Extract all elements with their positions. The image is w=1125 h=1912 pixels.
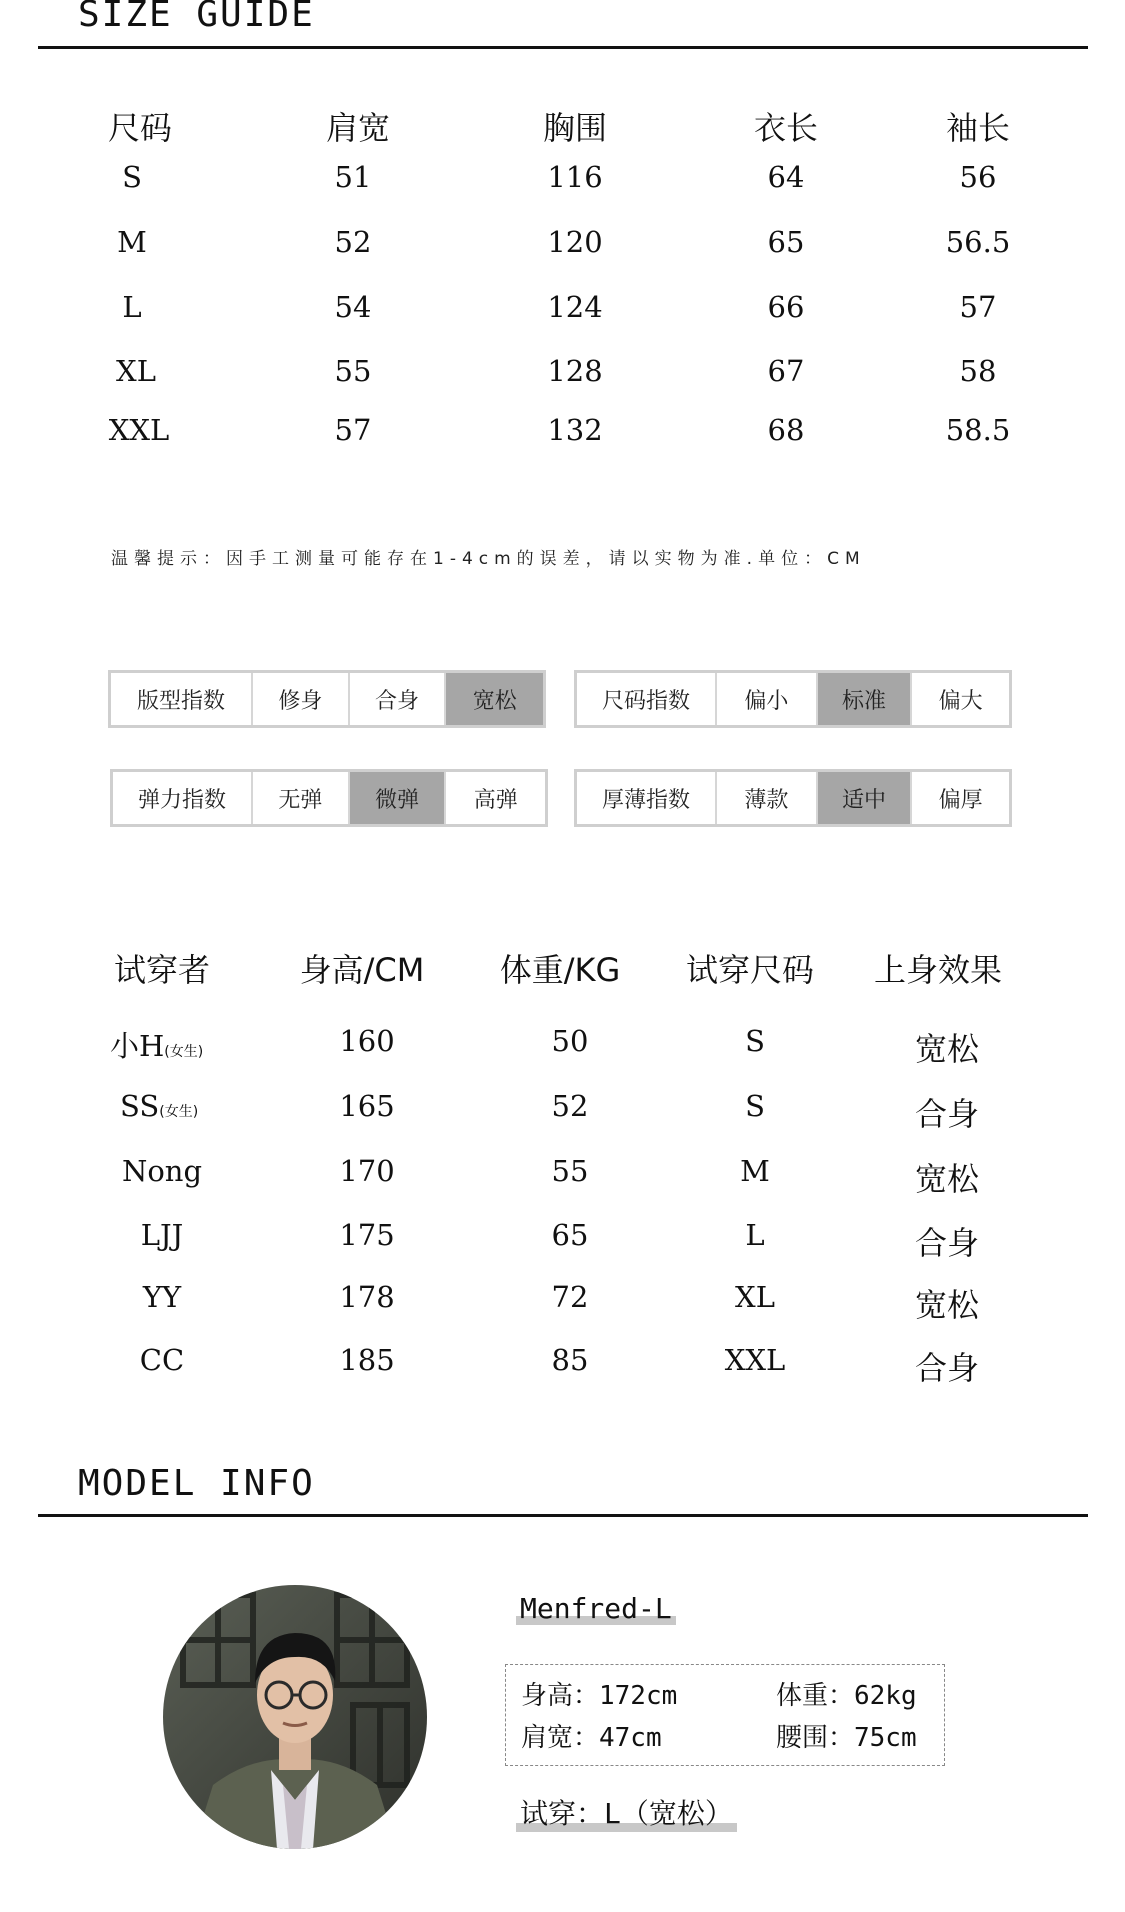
size-index-label: 尺码指数: [577, 673, 717, 725]
sleeve-cell: 56.5: [945, 225, 1011, 259]
tryon-effect: 宽松: [914, 1160, 979, 1198]
model-waist: 腰围：75cm: [776, 1723, 917, 1753]
tryon-size: XXL: [724, 1343, 786, 1377]
shoulder-cell: 51: [334, 160, 372, 194]
fit-option-regular: 合身: [350, 673, 447, 725]
shoulder-cell: 54: [334, 290, 372, 324]
size-header-size: 尺码: [107, 109, 172, 147]
tryon-height: 165: [339, 1089, 395, 1123]
tryon-height: 178: [339, 1280, 395, 1314]
tryon-person: [92, 1218, 232, 1252]
model-photo-icon: [163, 1585, 427, 1849]
size-option-large: 偏大: [938, 688, 983, 714]
fit-option-loose: 宽松: [446, 673, 543, 725]
tryon-effect: 合身: [914, 1349, 979, 1387]
shoulder-cell: 52: [334, 225, 372, 259]
tryon-size: L: [745, 1218, 765, 1252]
measurement-note: 温馨提示：因手工测量可能存在1-4cm的误差，请以实物为准.单位：CM: [111, 549, 866, 569]
tryon-person-name: Nong: [121, 1154, 203, 1188]
size-index: [574, 670, 1012, 728]
tryon-person-name: YY: [142, 1280, 182, 1314]
size-cell: M: [117, 225, 147, 259]
sleeve-cell: 58.5: [945, 413, 1011, 447]
size-cell: L: [122, 290, 142, 324]
model-name-text: Menfred-L: [516, 1592, 676, 1625]
size-cell: S: [122, 160, 142, 194]
tryon-header-weight: 体重/KG: [499, 951, 621, 989]
stretch-index: [110, 769, 548, 827]
tryon-height: 160: [339, 1024, 395, 1058]
model-tried-size-text: 试穿：L（宽松）: [516, 1792, 737, 1832]
model-height: 身高：172cm: [521, 1681, 678, 1711]
tryon-header-effect: 上身效果: [873, 951, 1002, 989]
model-info-title: MODEL INFO: [78, 1463, 315, 1504]
length-cell: 64: [767, 160, 805, 194]
stretch-option-slight: 微弹: [350, 772, 447, 824]
tryon-size: S: [745, 1024, 765, 1058]
size-option-small: 偏小: [717, 673, 818, 725]
size-cell: XL: [116, 354, 156, 388]
tryon-weight: 65: [551, 1218, 589, 1252]
size-cell: XXL: [108, 413, 170, 447]
tryon-height: 185: [339, 1343, 395, 1377]
tryon-size: M: [740, 1154, 770, 1188]
tryon-effect: 合身: [914, 1224, 979, 1262]
fit-index-label: 版型指数: [111, 673, 253, 725]
chest-cell: 124: [547, 290, 603, 324]
shoulder-cell: 55: [334, 354, 372, 388]
chest-cell: 116: [547, 160, 603, 194]
tryon-weight: 72: [551, 1280, 589, 1314]
tryon-height: 170: [339, 1154, 395, 1188]
thickness-index: [574, 769, 1012, 827]
thickness-index-label: 厚薄指数: [577, 772, 717, 824]
chest-cell: 120: [547, 225, 603, 259]
shoulder-cell: 57: [334, 413, 372, 447]
stretch-option-high: 高弹: [473, 787, 518, 813]
tryon-person: [120, 1089, 198, 1123]
thickness-option-medium: 适中: [818, 772, 913, 824]
tryon-effect: 合身: [914, 1095, 979, 1133]
model-tried-size: [516, 1792, 737, 1832]
tryon-header-person: 试穿者: [113, 951, 210, 989]
model-avatar: [163, 1585, 427, 1849]
tryon-person-name: CC: [139, 1343, 185, 1377]
length-cell: 67: [767, 354, 805, 388]
length-cell: 65: [767, 225, 805, 259]
size-header-shoulder: 肩宽: [325, 109, 390, 147]
tryon-person-name: SS: [120, 1089, 160, 1123]
tryon-header-height: 身高/CM: [299, 951, 425, 989]
stretch-index-label: 弹力指数: [113, 772, 253, 824]
tryon-effect: 宽松: [914, 1286, 979, 1324]
size-guide-title: SIZE GUIDE: [78, 0, 315, 35]
fit-index: [108, 670, 546, 728]
thickness-option-thin: 薄款: [717, 772, 818, 824]
tryon-weight: 55: [551, 1154, 589, 1188]
tryon-weight: 50: [551, 1024, 589, 1058]
chest-cell: 132: [547, 413, 603, 447]
size-header-length: 衣长: [753, 109, 818, 147]
model-name: [516, 1592, 676, 1625]
length-cell: 66: [767, 290, 805, 324]
tryon-header-size: 试穿尺码: [685, 951, 814, 989]
model-measurements-box: [505, 1664, 945, 1766]
sleeve-cell: 57: [959, 290, 997, 324]
tryon-person: [92, 1154, 232, 1188]
size-header-chest: 胸围: [542, 109, 607, 147]
sleeve-cell: 58: [959, 354, 997, 388]
tryon-size: S: [745, 1089, 765, 1123]
tryon-weight: 52: [551, 1089, 589, 1123]
tryon-person-tag: (女生): [164, 1044, 204, 1060]
length-cell: 68: [767, 413, 805, 447]
chest-cell: 128: [547, 354, 603, 388]
tryon-height: 175: [339, 1218, 395, 1252]
tryon-size: XL: [735, 1280, 775, 1314]
tryon-person-name: LJJ: [140, 1218, 184, 1252]
fit-option-slim: 修身: [253, 673, 350, 725]
thickness-option-thick: 偏厚: [938, 787, 983, 813]
tryon-person-tag: (女生): [159, 1104, 199, 1120]
tryon-effect: 宽松: [914, 1030, 979, 1068]
tryon-weight: 85: [551, 1343, 589, 1377]
sleeve-cell: 56: [959, 160, 997, 194]
size-header-sleeve: 袖长: [945, 109, 1010, 147]
stretch-option-none: 无弹: [253, 772, 350, 824]
model-shoulder: 肩宽：47cm: [521, 1723, 662, 1753]
tryon-person-name: 小H: [110, 1029, 165, 1063]
model-weight: 体重：62kg: [776, 1681, 917, 1711]
tryon-person: [92, 1343, 232, 1377]
size-guide-rule: [38, 46, 1088, 49]
size-option-standard: 标准: [818, 673, 913, 725]
model-info-rule: [38, 1514, 1088, 1517]
tryon-person: [110, 1024, 203, 1065]
tryon-person: [92, 1280, 232, 1314]
